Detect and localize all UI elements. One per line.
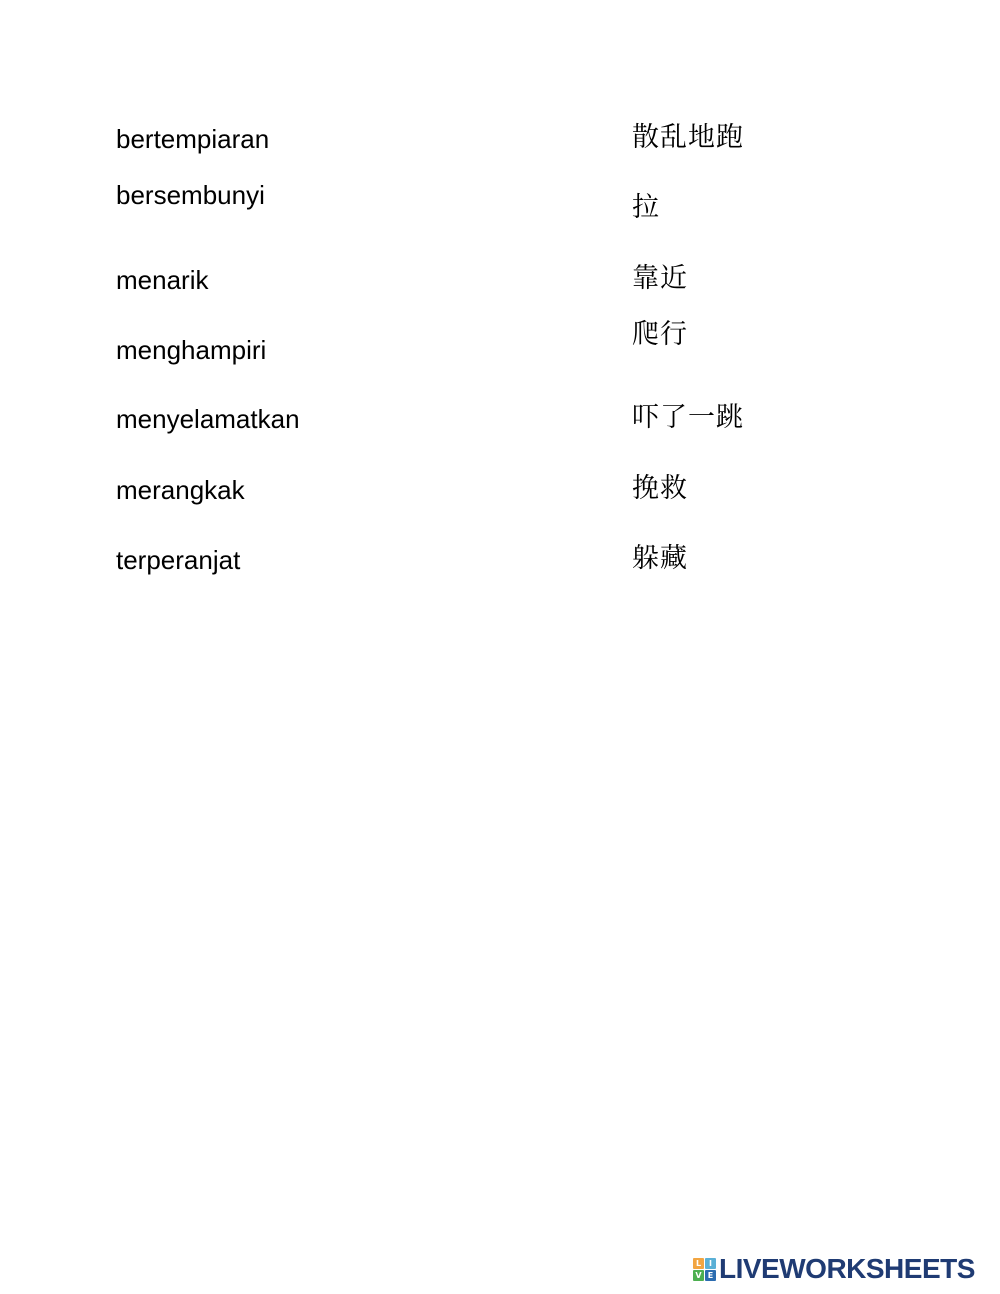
logo-cell: L bbox=[693, 1258, 704, 1269]
logo-cell: V bbox=[693, 1270, 704, 1281]
word-item: merangkak bbox=[116, 475, 245, 505]
word-item: menarik bbox=[116, 265, 209, 295]
logo-cell: E bbox=[705, 1270, 716, 1281]
word-item: bertempiaran bbox=[116, 124, 270, 154]
meaning-item: 靠近 bbox=[632, 263, 688, 294]
logo-cell: I bbox=[705, 1258, 716, 1269]
meaning-item: 散乱地跑 bbox=[632, 122, 744, 153]
word-item: terperanjat bbox=[116, 545, 241, 575]
meaning-item: 爬行 bbox=[632, 319, 688, 350]
meaning-item: 吓了一跳 bbox=[632, 402, 744, 433]
liveworksheets-mark-icon bbox=[693, 1258, 716, 1281]
meaning-item: 躲藏 bbox=[632, 543, 688, 574]
brand-name: LIVEWORKSHEETS bbox=[719, 1253, 975, 1284]
meaning-item: 挽救 bbox=[632, 473, 688, 504]
word-item: menyelamatkan bbox=[116, 404, 300, 434]
word-item: bersembunyi bbox=[116, 180, 265, 210]
meaning-item: 拉 bbox=[632, 192, 660, 223]
word-item: menghampiri bbox=[116, 335, 267, 365]
liveworksheets-logo bbox=[693, 1253, 975, 1285]
